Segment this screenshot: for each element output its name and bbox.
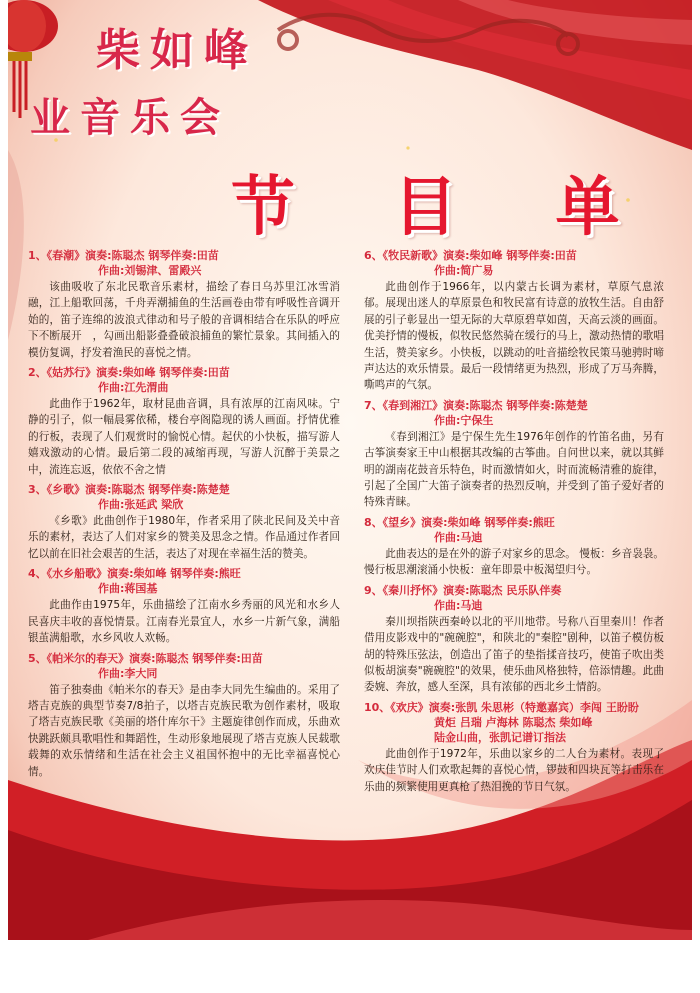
item-composer: 作曲:宁保生	[434, 413, 494, 427]
concert-title-line1: 柴如峰	[96, 25, 258, 76]
item-description: 此曲表达的是在外的游子对家乡的思念。 慢板：乡音袅袅。慢行板思潮滚涌小快板：童年即景中板渴望归兮。	[364, 547, 664, 577]
item-composer: 陆金山曲，张凯记谱订指法	[434, 730, 566, 744]
program-heading: 节 目 单	[231, 170, 658, 245]
program-column-right	[364, 248, 664, 799]
item-composer: 作曲:刘锡津、雷殿兴	[98, 264, 202, 277]
item-description: 笛子独奏曲《帕米尔的春天》是由李大同先生编曲的。采用了塔吉克族的典型节奏7/8拍子，以塔吉克族民歌为创作素材，吸取了塔吉克族民歌《美丽的塔什库尔干》主题旋律创作而成，乐曲欢快跳跃颇具歌唱性和舞蹈性，生动形象地展现了塔吉克族人民载歌载舞的欢乐情绪和生活在社会主义祖国怀抱中的无比幸福喜悦心情。	[28, 683, 340, 778]
program-item	[364, 248, 664, 394]
program-item	[364, 583, 664, 696]
program-column-left	[28, 248, 340, 784]
item-heading: 9、《秦川抒怀》演奏:陈聪杰 民乐队伴奏	[364, 583, 562, 597]
item-heading: 5、《帕米尔的春天》演奏:陈聪杰 钢琴伴奏:田苗	[28, 651, 263, 665]
item-heading: 10、《欢庆》演奏:张凯 朱思彬（特邀嘉宾）李闯 王盼盼	[364, 700, 639, 714]
program-item	[364, 700, 664, 795]
item-description: 此曲作于1962年，取材昆曲音调，具有浓厚的江南风味。宁静的引子，似一幅晨雾依稀，楼台亭阁隐现的诱人画面。抒情优雅的行板，表现了人们观赏时的愉悦心情。起伏的小快板，描写游人嬉戏激动的心情。最后第二段的减缩再现，写游人沉醉于美景之中，流连忘返，依依不舍之情	[28, 398, 340, 476]
item-composer: 作曲:蒋国基	[98, 582, 158, 596]
item-description: 秦川坝指陕西秦岭以北的平川地带。号称八百里秦川！作者借用皮影戏中的"碗碗腔"，和陕北的"秦腔"剧种，以笛子模仿板胡的特殊压弦法，创造出了笛子的垫指揉音技巧，使笛子吹出类似板胡演奏"碗碗腔"的效果，使乐曲风格独特，倍添情趣。此曲委婉、奔放，感人至深，具有浓郁的西北乡土情韵。	[364, 615, 664, 694]
item-composer: 作曲:马迪	[434, 598, 483, 612]
program-item	[28, 566, 340, 646]
item-heading: 6、《牧民新歌》演奏:柴如峰 钢琴伴奏:田苗	[364, 249, 577, 262]
item-heading: 4、《水乡船歌》演奏:柴如峰 钢琴伴奏:熊旺	[28, 567, 241, 581]
item-heading: 2、《姑苏行》演奏:柴如峰 钢琴伴奏:田苗	[28, 366, 230, 380]
item-description: 此曲作由1975年，乐曲描绘了江南水乡秀丽的风光和水乡人民喜庆丰收的喜悦情景。江南春光景宜人，水乡一片新气象，满船银茧满船歌，水乡风收人欢畅。	[28, 599, 340, 645]
item-heading: 8、《望乡》演奏:柴如峰 钢琴伴奏:熊旺	[364, 515, 555, 529]
item-description: 《春到湘江》是宁保生先生1976年创作的竹笛名曲，另有古筝演奏家王中山根据其改编的古筝曲。自问世以来，就以其鲜明的湖南花鼓音乐特色，时而激情如火，时而流畅清雅的旋律，引起了全国广大笛子演奏者的热烈反响，并受到了笛子爱好者的特殊青睐。	[364, 430, 664, 509]
program-item	[28, 365, 340, 478]
item-composer: 作曲:简广易	[434, 264, 494, 277]
item-description: 《乡歌》此曲创作于1980年，作者采用了陕北民间及关中音乐的素材，表达了人们对家乡的赞美及思念之情。作品通过作者回忆以前在旧社会艰苦的生活，表达了对现在幸福生活的赞美。	[28, 515, 340, 560]
item-performers: 黄炬 吕瑞 卢海林 陈聪杰 柴如峰	[434, 715, 593, 729]
item-composer: 作曲:马迪	[434, 530, 483, 544]
item-heading: 7、《春到湘江》演奏:陈聪杰 钢琴伴奏:陈楚楚	[364, 398, 588, 412]
item-composer: 作曲:江先渭曲	[98, 381, 169, 395]
item-heading: 1、《春潮》演奏:陈聪杰 钢琴伴奏:田苗	[28, 249, 219, 262]
item-composer: 作曲:李大同	[98, 666, 158, 680]
item-composer: 作曲:张延武 梁欣	[98, 498, 184, 512]
item-heading: 3、《乡歌》演奏:陈聪杰 钢琴伴奏:陈楚楚	[28, 483, 230, 497]
program-poster	[8, 0, 692, 940]
concert-title-line2: 业音乐会	[30, 94, 230, 141]
item-description: 此曲创作于1972年，乐曲以家乡的二人台为素材。表现了欢庆佳节时人们欢歌起舞的喜悦心情，锣鼓和四块瓦等打击乐在乐曲的频繁使用更真枪了热泪挽的节日气氛。	[364, 747, 664, 793]
program-item	[364, 515, 664, 579]
item-description: 此曲创作于1966年，以内蒙古长调为素材，草原气息浓郁。展现出迷人的草原景色和牧民富有诗意的放牧生活。自由舒展的引子彰显出一望无际的大草原碧草如茵，天高云淡的画面。优美抒情的慢板，似牧民悠然骑在缓行的马上，激动热情的歌唱生活，赞美家乡。小快板，以跳动的吐音描绘牧民策马驰骋时啼声达达的欢乐情景。最后一段情绪更为热烈，形成了万马奔腾，嘶鸣声的气氛。	[364, 281, 664, 392]
program-item	[364, 398, 664, 511]
item-description: 该曲吸收了东北民歌音乐素材，描绘了春日乌苏里江冰雪消融，江上船歌回荡，千舟弄潮捕鱼的生活画卷由带有呼吸性音调开始的，笛子连绵的波浪式律动和号子般的音调相结合在乐队的呼应下不断展开 ，勾画出船影叠叠破浪捕鱼的繁忙景象。其间插入的模仿复调，抒发着渔民的喜悦之情。	[28, 281, 340, 359]
program-item	[28, 482, 340, 562]
program-item	[28, 651, 340, 780]
program-item	[28, 248, 340, 361]
